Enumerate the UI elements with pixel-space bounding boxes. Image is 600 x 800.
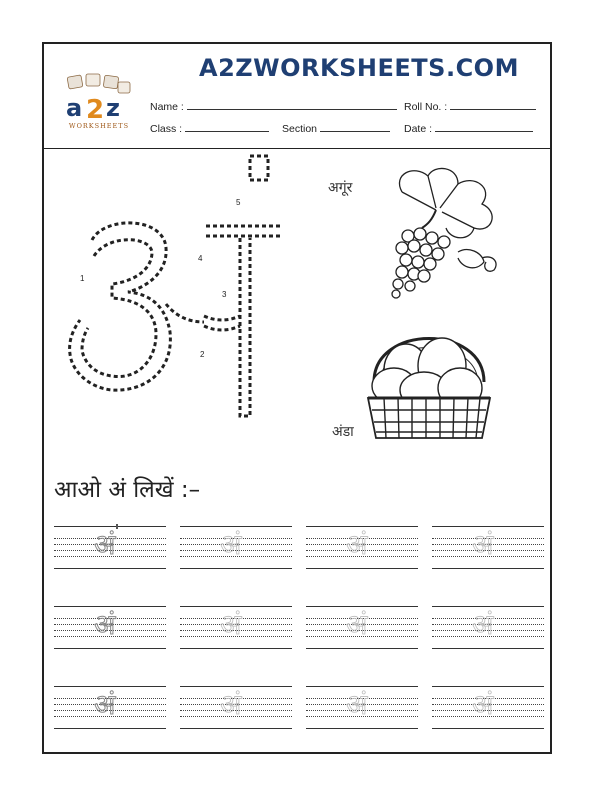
practice-cell[interactable] bbox=[180, 518, 292, 580]
tracing-letter bbox=[54, 144, 294, 434]
practice-cell[interactable] bbox=[432, 598, 544, 660]
practice-letter: अं bbox=[220, 528, 242, 561]
practice-letter: अं bbox=[94, 608, 116, 641]
worksheet-page bbox=[42, 42, 552, 754]
practice-cell[interactable] bbox=[180, 678, 292, 740]
practice-letter: अं bbox=[220, 608, 242, 641]
class-line[interactable] bbox=[185, 122, 269, 132]
name-field[interactable] bbox=[150, 100, 397, 113]
name-line[interactable] bbox=[187, 100, 397, 110]
section-field[interactable] bbox=[282, 122, 390, 135]
practice-letter: अं bbox=[472, 528, 494, 561]
practice-letter: अं bbox=[346, 688, 368, 721]
site-title: A2ZWORKSHEETS.COM bbox=[199, 54, 519, 82]
practice-cell[interactable] bbox=[306, 518, 418, 580]
class-field[interactable] bbox=[150, 122, 269, 135]
practice-letter: अं bbox=[346, 528, 368, 561]
practice-letter: अं bbox=[94, 688, 116, 721]
practice-cell[interactable] bbox=[54, 518, 166, 580]
stroke-number-5: 5 bbox=[236, 198, 241, 207]
class-label: Class : bbox=[150, 123, 183, 135]
roll-label: Roll No. : bbox=[404, 101, 448, 113]
section-label: Section bbox=[282, 123, 318, 135]
name-label: Name : bbox=[150, 101, 184, 113]
section-line[interactable] bbox=[320, 122, 390, 132]
practice-cell[interactable] bbox=[306, 678, 418, 740]
stroke-number-3: 3 bbox=[222, 290, 227, 299]
roll-line[interactable] bbox=[450, 100, 536, 110]
egg-label: अंडा bbox=[332, 424, 354, 440]
svg-text:a: a bbox=[66, 94, 83, 122]
date-label: Date : bbox=[404, 123, 433, 135]
practice-cell[interactable] bbox=[432, 518, 544, 580]
practice-letter: अं bbox=[220, 688, 242, 721]
practice-row bbox=[54, 518, 544, 580]
practice-letter: अं bbox=[472, 608, 494, 641]
practice-cell[interactable] bbox=[54, 598, 166, 660]
stroke-number-2: 2 bbox=[200, 350, 205, 359]
practice-cell[interactable] bbox=[432, 678, 544, 740]
svg-text:2: 2 bbox=[86, 95, 105, 125]
roll-field[interactable] bbox=[404, 100, 536, 113]
stroke-number-4: 4 bbox=[198, 254, 203, 263]
worksheet-header bbox=[44, 44, 550, 149]
date-line[interactable] bbox=[435, 122, 533, 132]
stroke-number-1: 1 bbox=[80, 274, 85, 283]
grapes-label: अगूंर bbox=[328, 180, 353, 196]
svg-text:z: z bbox=[106, 94, 120, 122]
practice-row bbox=[54, 598, 544, 660]
practice-row bbox=[54, 678, 544, 740]
practice-letter: अं bbox=[94, 528, 116, 561]
practice-cell[interactable] bbox=[180, 598, 292, 660]
grapes-icon bbox=[362, 162, 512, 302]
date-field[interactable] bbox=[404, 122, 533, 135]
practice-letter: अं bbox=[346, 608, 368, 641]
practice-cell[interactable] bbox=[54, 678, 166, 740]
practice-letter: अं bbox=[472, 688, 494, 721]
logo-subtitle: WORKSHEETS bbox=[68, 122, 130, 130]
practice-cell[interactable] bbox=[306, 598, 418, 660]
instruction-text: आओ अं लिखें :– bbox=[54, 477, 201, 503]
egg-basket-icon bbox=[364, 314, 494, 442]
